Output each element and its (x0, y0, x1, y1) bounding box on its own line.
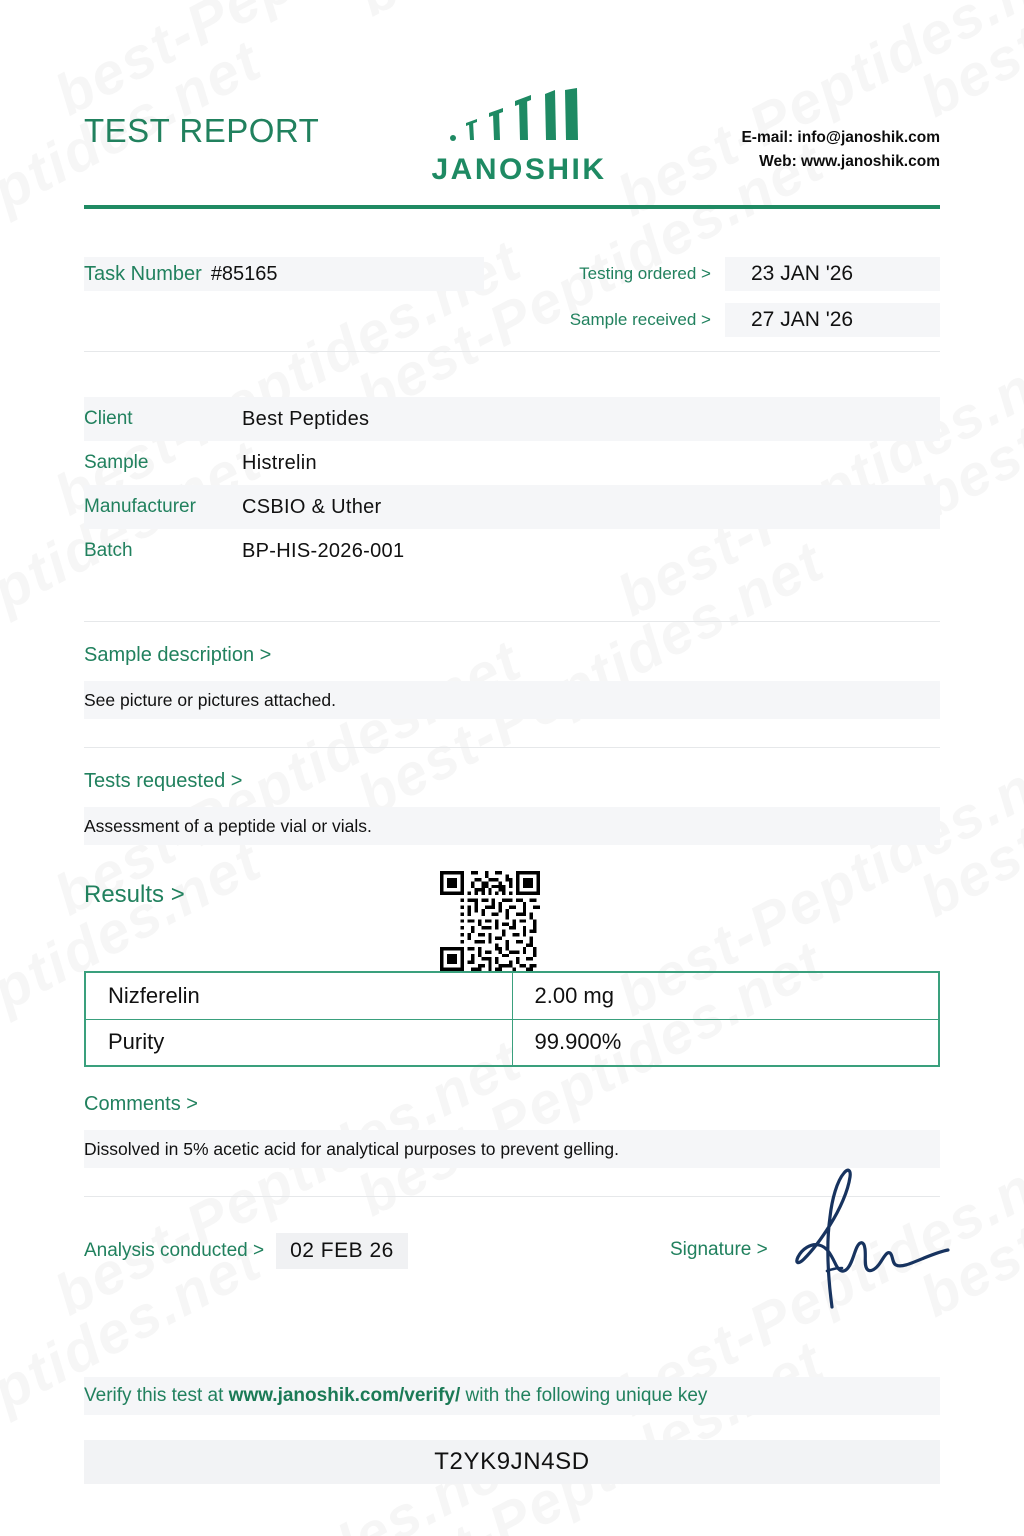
testing-ordered-label: Testing ordered > (579, 264, 711, 283)
analysis-section (84, 1231, 940, 1277)
task-number-value: #85165 (210, 262, 278, 285)
info-key: Sample (84, 452, 149, 473)
header-divider (84, 205, 940, 209)
analysis-conducted-label: Analysis conducted > (84, 1240, 265, 1261)
result-name: Purity (85, 1019, 512, 1066)
page-title: TEST REPORT (84, 112, 320, 149)
sample-description-heading: Sample description > (84, 644, 272, 666)
comments-text: Dissolved in 5% acetic acid for analytical purposes to prevent gelling. (84, 1130, 940, 1168)
info-value: BP-HIS-2026-001 (242, 539, 405, 562)
result-value: 99.900% (512, 1019, 939, 1066)
signature-label: Signature > (670, 1239, 768, 1260)
table-row (84, 485, 940, 529)
contact-info (741, 126, 940, 174)
ascending-bars-logo-icon (439, 88, 599, 146)
task-number-field (84, 257, 484, 291)
sample-info-table (84, 397, 940, 573)
analysis-conducted-date: 02 FEB 26 (276, 1233, 408, 1269)
result-name: Nizferelin (85, 972, 512, 1019)
qr-code-icon (436, 871, 544, 971)
info-value: Histrelin (242, 451, 317, 474)
contact-email: E-mail: info@janoshik.com (741, 129, 940, 146)
results-section (84, 871, 940, 971)
info-value: Best Peptides (242, 407, 370, 430)
comments-section (84, 1093, 940, 1168)
task-divider (84, 351, 940, 352)
verify-suffix: with the following unique key (460, 1385, 708, 1406)
sample-received-row (535, 303, 940, 337)
verify-row[interactable] (84, 1377, 940, 1415)
tests-requested-text: Assessment of a peptide vial or vials. (84, 807, 940, 845)
table-row (84, 441, 940, 485)
unique-key: T2YK9JN4SD (84, 1440, 940, 1484)
testing-ordered-value: 23 JAN '26 (725, 257, 940, 291)
info-key: Manufacturer (84, 496, 196, 517)
sample-received-label: Sample received > (569, 310, 711, 329)
tests-requested-heading: Tests requested > (84, 770, 243, 792)
info-key: Batch (84, 540, 133, 561)
tests-requested-section (84, 770, 940, 845)
report-header (84, 88, 940, 203)
sample-description-text: See picture or pictures attached. (84, 681, 940, 719)
verify-prefix: Verify this test at (84, 1385, 229, 1406)
sample-description-divider (84, 747, 940, 748)
sample-description-section (84, 644, 940, 719)
info-value: CSBIO & Uther (242, 495, 382, 518)
table-row (84, 397, 940, 441)
task-block (84, 257, 940, 343)
table-row (85, 972, 939, 1019)
table-row (84, 529, 940, 573)
contact-web: Web: www.janoshik.com (759, 153, 940, 171)
handwritten-signature-icon (784, 1159, 964, 1309)
info-divider (84, 621, 940, 622)
comments-heading: Comments > (84, 1093, 198, 1115)
brand-logo (404, 88, 634, 187)
result-value: 2.00 mg (512, 972, 939, 1019)
table-row (85, 1019, 939, 1066)
report-content (0, 88, 1024, 1484)
results-heading: Results > (84, 881, 185, 908)
task-number-label: Task Number (84, 262, 202, 285)
sample-received-value: 27 JAN '26 (725, 303, 940, 337)
verify-link[interactable]: www.janoshik.com/verify/ (228, 1385, 461, 1406)
brand-name: JANOSHIK (431, 153, 607, 186)
results-table (84, 971, 940, 1067)
testing-ordered-row (535, 257, 940, 291)
info-key: Client (84, 408, 133, 429)
